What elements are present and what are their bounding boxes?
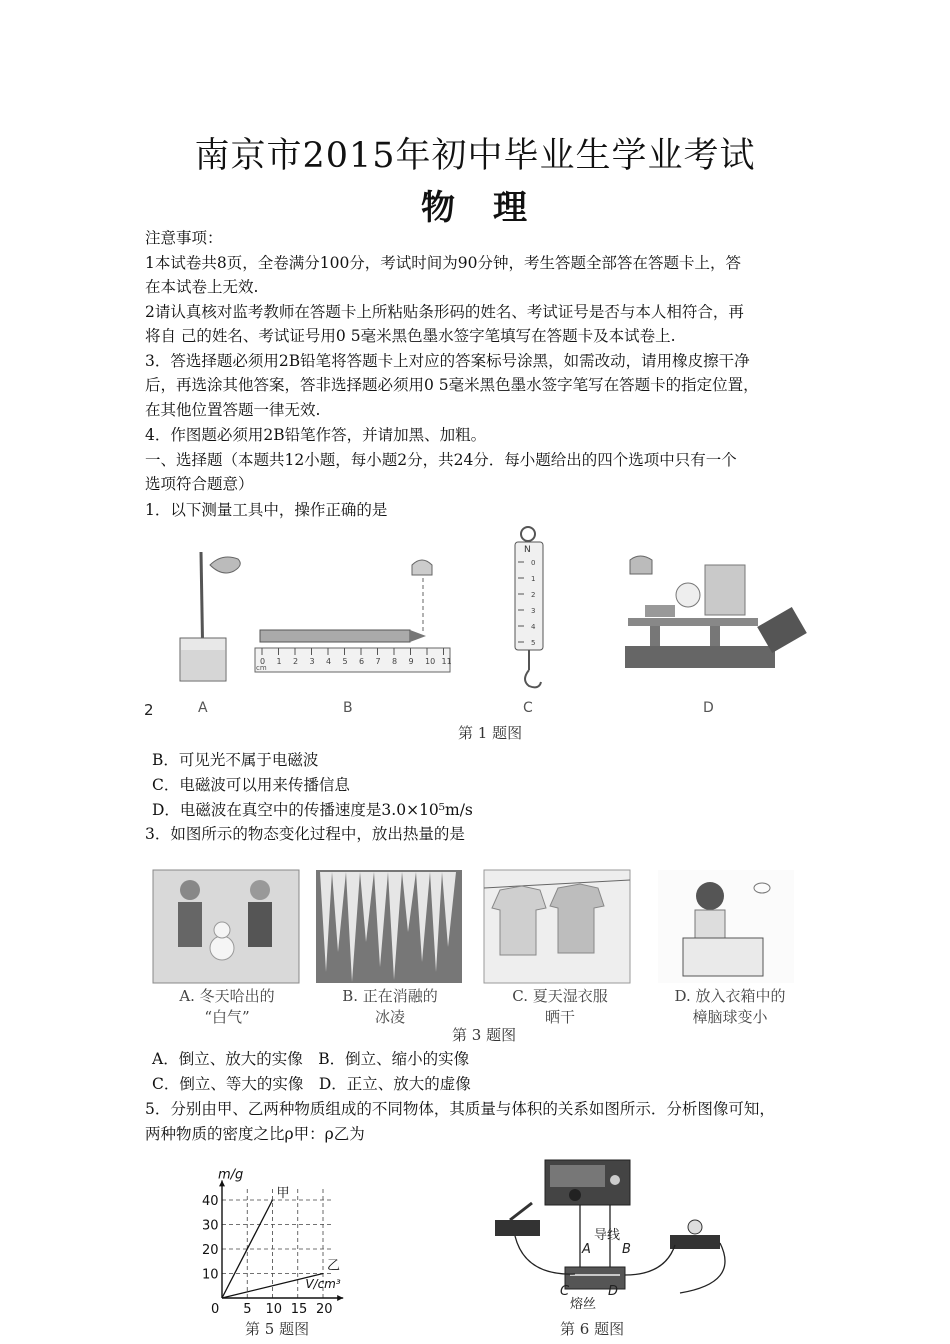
label-c: C xyxy=(523,700,533,716)
y-tick-label: 40 xyxy=(202,1194,219,1209)
right-bulb xyxy=(670,1220,720,1249)
stray-number: 2 xyxy=(144,701,154,719)
figure-1-caption: 第 1 题图 xyxy=(458,724,523,742)
ruler-tick-label: 1 xyxy=(276,657,282,666)
figure-a-thermometer-beaker xyxy=(180,552,240,681)
ruler-tick-label: 0 xyxy=(260,657,266,666)
question-1-figure xyxy=(144,520,820,725)
notice-line: 在其他位置答题一律无效. xyxy=(145,401,321,419)
point-b: B xyxy=(622,1242,631,1257)
exam-title: 南京市2015年初中毕业生学业考试 xyxy=(194,136,756,176)
figure-6-caption: 第 6 题图 xyxy=(560,1320,625,1338)
question-5-text: 5．分别由甲、乙两种物质组成的不同物体，其质量与体积的关系如图所示．分析图像可知， xyxy=(145,1100,775,1118)
scale-letter: N xyxy=(524,545,531,555)
x-tick-label: 0 xyxy=(211,1302,220,1317)
figure-c-spring-scale xyxy=(515,527,543,687)
x-axis-label: V/cm³ xyxy=(305,1277,341,1291)
power-supply xyxy=(545,1160,630,1205)
point-d: D xyxy=(608,1284,619,1299)
x-tick-label: 20 xyxy=(316,1302,333,1317)
question-5-text-cont: 两种物质的密度之比ρ甲：ρ乙为 xyxy=(145,1125,365,1143)
ruler-tick-label: 10 xyxy=(425,657,436,666)
ruler-tick-label: 4 xyxy=(326,657,332,666)
x-tick-label: 15 xyxy=(290,1302,308,1317)
ruler-tick-label: 11 xyxy=(441,657,452,666)
q3-label-b: B. 正在消融的 冰凌 xyxy=(342,987,438,1026)
notice-line: 将自 己的姓名、考试证号用0 5毫米黑色墨水签字笔填写在答题卡及本试卷上. xyxy=(145,327,676,345)
section-heading-cont: 选项符合题意） xyxy=(145,475,254,493)
ruler-tick-label: 6 xyxy=(359,657,365,666)
left-switch xyxy=(495,1203,540,1236)
ruler-unit: cm xyxy=(256,664,267,672)
ruler-tick-label: 3 xyxy=(309,657,315,666)
notice-line: 3．答选择题必须用2B铅笔将答题卡上对应的答案标号涂黑，如需改动，请用橡皮擦干净 xyxy=(145,352,750,370)
figure-b-ruler-pencil xyxy=(255,560,452,672)
series-label-yi: 乙 xyxy=(327,1258,341,1274)
notice-line: 后，再选涂其他答案，答非选择题必须用0 5毫米黑色墨水签字笔写在答题卡的指定位置， xyxy=(145,376,759,394)
q2-option-b: B．可见光不属于电磁波 xyxy=(152,751,319,769)
y-tick-label: 20 xyxy=(202,1243,219,1258)
figure-5-caption: 第 5 题图 xyxy=(245,1320,310,1338)
ruler-tick-label: 7 xyxy=(375,657,381,666)
q4-options-row2: C．倒立、等大的实像 D．正立、放大的虚像 xyxy=(152,1075,471,1093)
series-label-jia: 甲 xyxy=(276,1186,290,1201)
scale-tick-label: 0 xyxy=(531,559,536,567)
panel-b-icicles xyxy=(316,870,462,983)
question-1-text: 1．以下测量工具中，操作正确的是 xyxy=(145,501,388,519)
y-tick-label: 10 xyxy=(202,1267,219,1283)
label-d: D xyxy=(703,700,714,716)
x-tick-label: 10 xyxy=(265,1302,283,1317)
q2-option-c: C．电磁波可以用来传播信息 xyxy=(152,776,350,794)
label-b: B xyxy=(343,700,353,716)
point-c: C xyxy=(560,1284,570,1299)
q3-label-c: C. 夏天湿衣服 晒干 xyxy=(512,987,608,1026)
figure-3-caption: 第 3 题图 xyxy=(452,1026,517,1044)
ruler-tick-label: 8 xyxy=(392,657,398,666)
scale-tick-label: 4 xyxy=(531,623,536,631)
q2-option-d: D．电磁波在真空中的传播速度是3.0×10⁵m/s xyxy=(152,801,473,819)
scale-tick-label: 1 xyxy=(531,575,536,583)
question-5-chart xyxy=(195,1150,405,1315)
notice-line: 在本试卷上无效. xyxy=(145,278,259,296)
q3-label-d: D. 放入衣箱中的 樟脑球变小 xyxy=(674,987,786,1026)
notice-line: 1本试卷共8页，全卷满分100分，考试时间为90分钟，考生答题全部答在答题卡上，答 xyxy=(145,254,742,272)
panel-a-breath xyxy=(153,870,299,983)
panel-d-camphor xyxy=(658,870,794,983)
subject-title: 物 理 xyxy=(421,188,529,228)
ruler-tick-label: 2 xyxy=(293,657,299,666)
point-a: A xyxy=(582,1242,591,1257)
label-a: A xyxy=(198,700,208,716)
panel-c-clothes xyxy=(484,870,630,983)
scale-tick-label: 2 xyxy=(531,591,536,599)
section-heading: 一、选择题（本题共12小题，每小题2分，共24分．每小题给出的四个选项中只有一个 xyxy=(145,451,737,469)
y-tick-label: 30 xyxy=(202,1218,219,1234)
question-6-figure xyxy=(490,1155,750,1315)
x-axis-arrow xyxy=(337,1295,343,1301)
question-3-text: 3．如图所示的物态变化过程中，放出热量的是 xyxy=(145,825,465,843)
figure-d-balance xyxy=(625,556,807,668)
ruler-tick-label: 5 xyxy=(342,657,348,666)
notice-line: 2请认真核对监考教师在答题卡上所粘贴条形码的姓名、考试证号是否与本人相符合，再 xyxy=(145,303,744,321)
scale-tick-label: 5 xyxy=(531,639,536,647)
q4-options-row1: A．倒立、放大的实像 B．倒立、缩小的实像 xyxy=(152,1050,470,1068)
ruler-tick-label: 9 xyxy=(408,657,414,666)
q3-label-a: A. 冬天哈出的 “白气” xyxy=(179,987,275,1026)
scale-tick-label: 3 xyxy=(531,607,536,615)
x-tick-label: 5 xyxy=(243,1302,252,1317)
notice-heading: 注意事项： xyxy=(145,229,223,247)
wire-label: 导线 xyxy=(594,1228,621,1243)
fuse-label: 熔丝 xyxy=(570,1297,597,1312)
y-axis-label: m/g xyxy=(218,1167,244,1183)
question-3-figure xyxy=(150,868,800,986)
notice-line: 4．作图题必须用2B铅笔作答，并请加黑、加粗。 xyxy=(145,426,487,444)
